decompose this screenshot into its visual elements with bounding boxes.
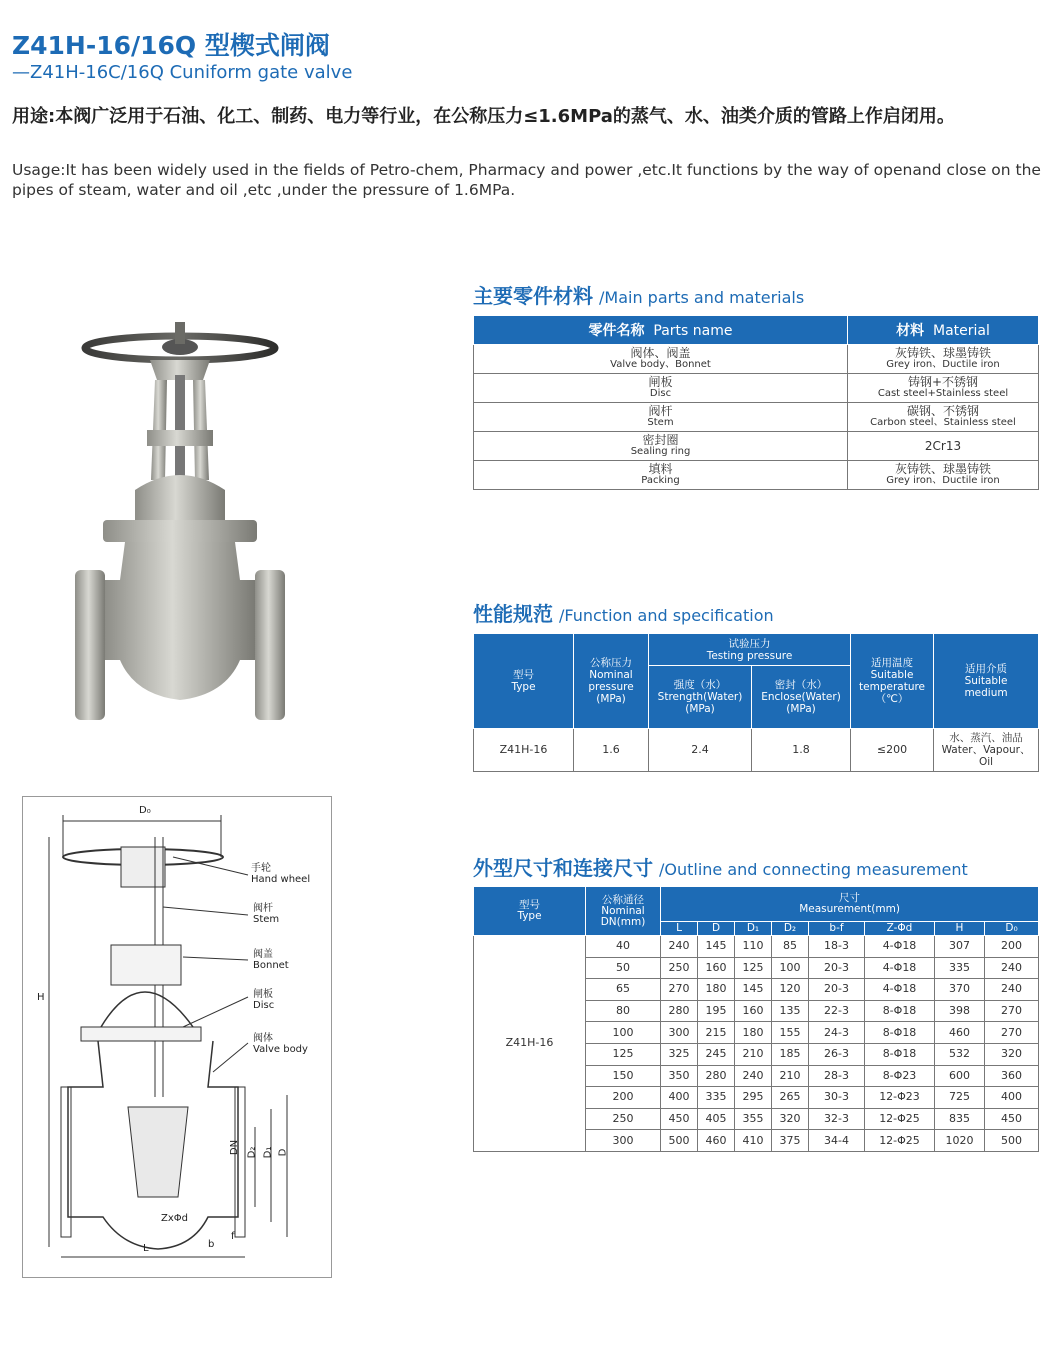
dims-col-header: b-f	[809, 922, 865, 936]
spec-nominal-pressure-header: 公称压力 Nominal pressure (MPa)	[574, 634, 649, 729]
label-disc: 闸板 Disc	[253, 989, 275, 1011]
table-cell: 300	[586, 1130, 661, 1152]
parts-title-en: /Main parts and materials	[599, 288, 805, 307]
table-cell: 28-3	[809, 1065, 865, 1087]
table-cell: 400	[985, 1087, 1039, 1109]
dims-col-header: L	[661, 922, 698, 936]
table-cell: 180	[735, 1022, 772, 1044]
label-valve-body: 阀体 Valve body	[253, 1033, 308, 1055]
table-cell: 280	[661, 1000, 698, 1022]
table-cell: 160	[698, 957, 735, 979]
table-cell: 8-Φ18	[865, 1043, 935, 1065]
table-cell: 210	[735, 1043, 772, 1065]
table-cell: 100	[772, 957, 809, 979]
dims-col-header: D₀	[985, 922, 1039, 936]
table-row: 密封圈 Sealing ring 2Cr13	[474, 432, 1039, 461]
table-cell: 320	[985, 1043, 1039, 1065]
parts-section-title	[473, 280, 804, 309]
table-cell: 265	[772, 1087, 809, 1109]
table-cell: 34-4	[809, 1130, 865, 1152]
table-cell: 350	[661, 1065, 698, 1087]
table-cell: 24-3	[809, 1022, 865, 1044]
spec-section-title	[473, 598, 774, 627]
table-cell: 360	[985, 1065, 1039, 1087]
page-title: Z41H-16/16Q 型楔式闸阀	[12, 31, 330, 60]
spec-temperature-header: 适用温度 Suitable temperature （℃）	[851, 634, 934, 729]
table-cell: 145	[735, 979, 772, 1001]
table-cell: 325	[661, 1043, 698, 1065]
table-cell: 295	[735, 1087, 772, 1109]
label-stem: 阀杆 Stem	[253, 903, 280, 925]
table-cell: 500	[661, 1130, 698, 1152]
table-cell: 145	[698, 936, 735, 958]
table-cell: 8-Φ18	[865, 1000, 935, 1022]
table-cell: 26-3	[809, 1043, 865, 1065]
table-cell: 355	[735, 1108, 772, 1130]
table-row: 阀体、阀盖 Valve body、Bonnet 灰铸铁、球墨铸铁 Grey iron、Ductile iron	[474, 345, 1039, 374]
dims-title-en: /Outline and connecting measurement	[659, 860, 968, 879]
dim-label-d0: D₀	[139, 805, 151, 816]
table-cell: 20-3	[809, 979, 865, 1001]
table-cell: 405	[698, 1108, 735, 1130]
table-cell: 835	[935, 1108, 985, 1130]
table-cell: 375	[772, 1130, 809, 1152]
table-cell: 12-Φ25	[865, 1108, 935, 1130]
spec-testing-pressure-header: 试验压力 Testing pressure	[649, 634, 851, 666]
dim-label-h: H	[37, 992, 45, 1003]
table-cell: 307	[935, 936, 985, 958]
table-cell: 125	[735, 957, 772, 979]
table-cell: 125	[586, 1043, 661, 1065]
table-cell: 150	[586, 1065, 661, 1087]
dims-title-cn: 外型尺寸和连接尺寸	[473, 856, 653, 880]
table-cell: 135	[772, 1000, 809, 1022]
function-spec-table	[473, 633, 1039, 772]
table-cell: 32-3	[809, 1108, 865, 1130]
valve-photo	[75, 320, 285, 720]
table-row: Z41H-16 1.6 2.4 1.8 ≤200 水、蒸汽、油品 Water、Vapour、 Oil	[474, 729, 1039, 772]
table-row: 闸板 Disc 铸钢+不锈钢 Cast steel+Stainless steel	[474, 374, 1039, 403]
table-cell: 200	[985, 936, 1039, 958]
technical-drawing	[22, 796, 332, 1278]
table-cell: 215	[698, 1022, 735, 1044]
table-cell: 320	[772, 1108, 809, 1130]
dims-col-header: Z-Φd	[865, 922, 935, 936]
table-cell: 210	[772, 1065, 809, 1087]
dim-label-d: D	[277, 1148, 289, 1157]
table-cell: 50	[586, 957, 661, 979]
parts-title-cn: 主要零件材料	[473, 284, 593, 308]
spec-title-en: /Function and specification	[559, 606, 774, 625]
table-cell: 270	[661, 979, 698, 1001]
table-cell: 110	[735, 936, 772, 958]
table-cell: 85	[772, 936, 809, 958]
dims-dn-header: 公称通径 Nominal DN(mm)	[586, 887, 661, 936]
dims-col-header: D	[698, 922, 735, 936]
table-cell: 4-Φ18	[865, 979, 935, 1001]
table-cell: 200	[586, 1087, 661, 1109]
dim-label-d2: D₂	[246, 1146, 258, 1159]
parts-col-name-header: 零件名称 Parts name	[474, 316, 848, 345]
table-cell: 120	[772, 979, 809, 1001]
table-cell: 280	[698, 1065, 735, 1087]
dims-col-header: D₁	[735, 922, 772, 936]
table-cell: 195	[698, 1000, 735, 1022]
table-cell: 450	[985, 1108, 1039, 1130]
dim-label-dn: DN	[229, 1139, 241, 1156]
table-cell: 398	[935, 1000, 985, 1022]
table-cell: 400	[661, 1087, 698, 1109]
table-cell: 1020	[935, 1130, 985, 1152]
usage-text-cn: 用途:本阀广泛用于石油、化工、制药、电力等行业，在公称压力≤1.6MPa的蒸气、水、油类介质的管路上作启闭用。	[12, 106, 955, 127]
table-cell: 460	[935, 1022, 985, 1044]
table-cell: 335	[698, 1087, 735, 1109]
table-cell: 80	[586, 1000, 661, 1022]
table-cell: 4-Φ18	[865, 957, 935, 979]
dims-section-title	[473, 852, 968, 881]
spec-title-cn: 性能规范	[473, 602, 553, 626]
table-cell: 725	[935, 1087, 985, 1109]
dims-measurement-header: 尺寸 Measurement(mm)	[661, 887, 1039, 922]
table-cell: 18-3	[809, 936, 865, 958]
table-cell: 8-Φ18	[865, 1022, 935, 1044]
table-cell: 300	[661, 1022, 698, 1044]
table-cell: 532	[935, 1043, 985, 1065]
table-cell: 370	[935, 979, 985, 1001]
dim-label-l: L	[143, 1243, 149, 1254]
table-cell: 30-3	[809, 1087, 865, 1109]
dims-col-header: H	[935, 922, 985, 936]
table-cell: 240	[735, 1065, 772, 1087]
table-row: 阀杆 Stem 碳钢、不锈钢 Carbon steel、Stainless steel	[474, 403, 1039, 432]
table-cell: 65	[586, 979, 661, 1001]
table-cell: 180	[698, 979, 735, 1001]
spec-enclose-header: 密封（水） Enclose(Water) (MPa)	[752, 666, 851, 729]
parts-col-material-header: 材料 Material	[848, 316, 1039, 345]
label-bonnet: 阀盖 Bonnet	[253, 949, 289, 971]
label-hand-wheel: 手轮 Hand wheel	[251, 863, 311, 885]
table-cell: 270	[985, 1000, 1039, 1022]
parts-materials-table	[473, 315, 1039, 490]
dim-label-b: b	[208, 1239, 215, 1250]
table-cell: 410	[735, 1130, 772, 1152]
table-cell: 600	[935, 1065, 985, 1087]
table-cell: 250	[586, 1108, 661, 1130]
table-cell: 250	[661, 957, 698, 979]
usage-text-en: Usage:It has been widely used in the fields of Petro-chem, Pharmacy and power ,etc.It functions by the way of openand close on the pipes of steam, water and oil ,etc ,under the pressure of 1.6MPa.	[12, 161, 1041, 199]
table-cell: 12-Φ25	[865, 1130, 935, 1152]
table-cell: 12-Φ23	[865, 1087, 935, 1109]
table-cell: 155	[772, 1022, 809, 1044]
table-cell: 240	[661, 936, 698, 958]
table-cell: 245	[698, 1043, 735, 1065]
spec-medium-header: 适用介质 Suitable medium	[934, 634, 1039, 729]
table-cell: 22-3	[809, 1000, 865, 1022]
dim-label-d1: D₁	[262, 1146, 274, 1159]
table-row: 填料 Packing 灰铸铁、球墨铸铁 Grey iron、Ductile iron	[474, 461, 1039, 490]
table-row	[474, 936, 1039, 958]
table-cell: 100	[586, 1022, 661, 1044]
table-cell: 240	[985, 957, 1039, 979]
table-cell: 450	[661, 1108, 698, 1130]
page-subtitle: —Z41H-16C/16Q Cuniform gate valve	[12, 62, 353, 83]
table-cell: 40	[586, 936, 661, 958]
table-cell: 240	[985, 979, 1039, 1001]
table-cell: 335	[935, 957, 985, 979]
table-cell: 8-Φ23	[865, 1065, 935, 1087]
dims-col-header: D₂	[772, 922, 809, 936]
table-cell: 500	[985, 1130, 1039, 1152]
spec-type-header: 型号 Type	[474, 634, 574, 729]
table-cell: 160	[735, 1000, 772, 1022]
dim-label-f: f	[231, 1231, 235, 1242]
dims-type-header: 型号 Type	[474, 887, 586, 936]
dim-label-zxd: ZxΦd	[161, 1213, 188, 1224]
table-cell: 20-3	[809, 957, 865, 979]
table-cell: 270	[985, 1022, 1039, 1044]
outline-dimensions-table	[473, 886, 1039, 1152]
spec-strength-header: 强度（水） Strength(Water) (MPa)	[649, 666, 752, 729]
table-cell: 460	[698, 1130, 735, 1152]
table-cell: 185	[772, 1043, 809, 1065]
table-cell: 4-Φ18	[865, 936, 935, 958]
dims-type-cell: Z41H-16	[474, 936, 586, 1152]
